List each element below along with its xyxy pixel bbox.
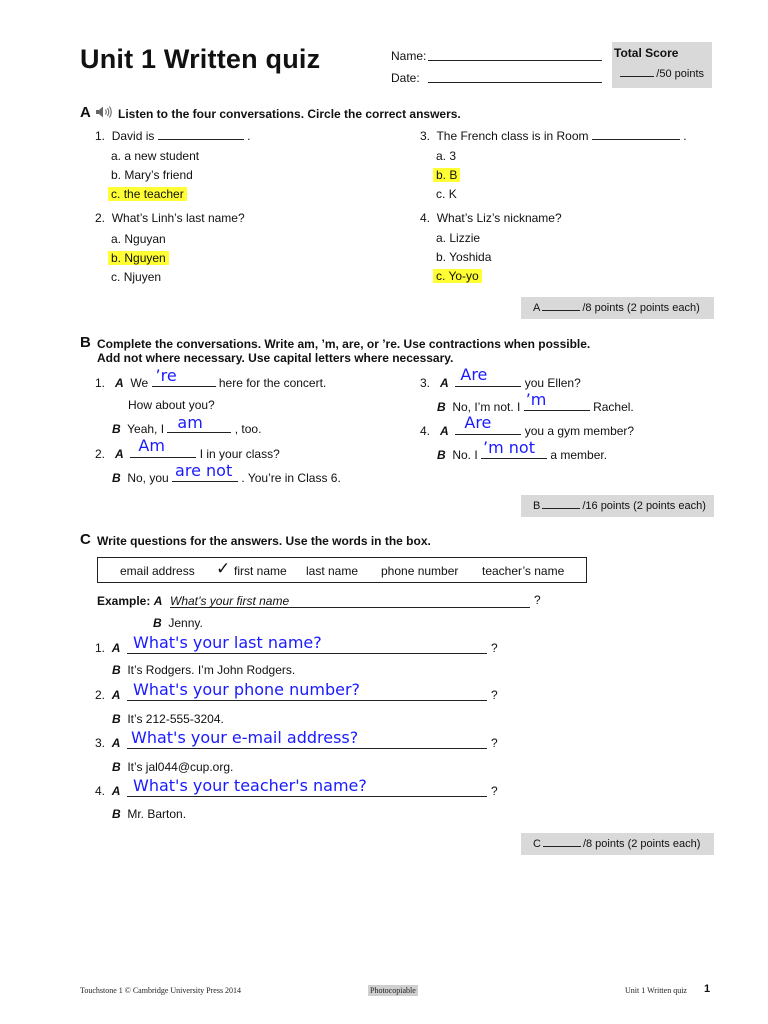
b3-line-a [420,365,581,390]
answer-blank[interactable] [130,436,196,458]
text-pre: Yeah, I [127,422,165,436]
b1-line-b [112,413,262,436]
handwritten-answer: Are [464,413,492,432]
speaker-icon[interactable] [95,105,113,124]
speaker-label: A [115,376,124,390]
handwritten-answer: ’m [525,390,547,409]
checkmark-icon: ✓ [216,559,231,578]
speaker-label: A [440,424,449,438]
c3-line-a [95,736,120,750]
example-b-text: Jenny. [168,616,203,630]
text-post: . You’re in Class 6. [241,471,341,485]
b1-line-a2: How about you? [128,398,215,412]
total-score-box [612,42,712,88]
qmark: ? [491,784,498,798]
page-title: Unit 1 Written quiz [80,44,321,74]
speaker-label: B [112,760,121,774]
text-pre: No. I [452,448,478,462]
handwritten-answer: am [177,413,203,432]
answer-blank[interactable] [481,438,547,459]
option-text: Mary’s friend [124,168,193,182]
answer-blank[interactable] [152,366,216,387]
section-b-instructions-2: Add not where necessary. Use capital letters where necessary. [97,351,454,365]
option-a2-c[interactable] [111,270,161,284]
b-text: Mr. Barton. [127,807,187,821]
example-line [97,594,162,608]
item-number: 3. [420,376,431,390]
question-end: . [247,129,251,143]
option-a4-c-selected[interactable] [436,269,482,283]
footer-copyright: Touchstone 1 © Cambridge University Press 2014 [80,986,242,995]
date-field[interactable] [428,82,602,83]
item-number: 4. [420,424,431,438]
text-post: , too. [234,422,262,436]
text-post: here for the concert. [218,376,327,390]
qmark: ? [491,736,498,750]
option-label: c. [436,187,446,201]
answer-blank[interactable] [167,413,231,433]
question-text: David is [111,129,155,143]
option-label: c. [111,270,121,284]
example-label: Example: [97,594,151,608]
text-post: a member. [550,448,608,462]
score-points-text: /8 points (2 points each) [582,302,700,314]
score-points-text: /8 points (2 points each) [582,838,701,850]
section-b-instructions-1: Complete the conversations. Write am, ’m, are, or ’re. Use contractions when possible. [97,337,591,351]
answer-blank[interactable] [172,461,238,482]
option-label: c. [436,269,446,283]
answer-line[interactable] [127,796,487,797]
b2-line-b [112,461,341,485]
speaker-label: A [111,784,121,798]
speaker-label: A [440,376,449,390]
handwritten-answer: ’re [155,366,177,385]
question-number: 4. [420,211,431,225]
text-pre: We [130,376,149,390]
item-number: 4. [95,784,106,798]
score-blank[interactable] [543,836,581,847]
c1-line-b [112,663,295,677]
qmark: ? [491,641,498,655]
text-post: you a gym member? [524,424,635,438]
option-text: Yoshida [449,250,492,264]
item-number: 2. [95,447,106,461]
page-number: 1 [704,983,711,995]
total-score-label: Total Score [614,46,679,60]
section-c-score-box [521,833,714,855]
question-number: 2. [95,211,106,225]
total-points-text: /50 points [656,68,704,80]
speaker-label: B [112,471,121,485]
answer-blank[interactable] [592,139,680,140]
item-number: 1. [95,376,106,390]
b-text: It’s Rodgers. I’m John Rodgers. [127,663,296,677]
option-text: the teacher [123,187,184,201]
option-a2-a[interactable] [111,232,166,246]
example-qmark: ? [534,593,541,607]
text-post: I in your class? [199,447,280,461]
option-text: Nguyen [124,251,166,265]
option-label: a. [111,232,122,246]
item-number: 3. [95,736,106,750]
option-a3-a[interactable] [436,149,456,163]
option-text: K [448,187,457,201]
word-email-address: email address [120,564,195,578]
example-answer: What’s your first name [170,594,530,608]
b1-line-a [95,366,327,390]
speaker-label: A [115,447,124,461]
handwritten-answer: What's your teacher's name? [133,776,367,795]
speaker-label: B [153,616,162,630]
c2-line-b [112,712,224,726]
example-b-line [153,616,203,630]
answer-line[interactable] [127,748,487,749]
option-a1-c-selected[interactable] [111,187,187,201]
score-points-text: /16 points (2 points each) [582,500,706,512]
speaker-label: B [437,400,446,414]
score-blank[interactable] [542,498,580,509]
score-blank[interactable] [542,300,580,311]
option-text: a new student [124,149,200,163]
item-number: 2. [95,688,106,702]
option-label: a. [436,231,447,245]
question-number: 3. [420,129,431,143]
b2-line-a [95,436,280,461]
word-phone-number: phone number [381,564,459,578]
qmark: ? [491,688,498,702]
section-a-letter: A [80,104,91,121]
c2-line-a [95,688,120,702]
score-prefix: B [533,500,541,512]
c4-line-a [95,784,120,798]
option-label: a. [436,149,447,163]
handwritten-answer: ’m not [483,438,535,457]
speaker-label: B [112,663,121,677]
text-pre: No, I’m not. I [452,400,521,414]
speaker-label: B [112,807,121,821]
speaker-label: B [112,712,121,726]
option-label: b. [436,168,447,182]
section-c-instructions: Write questions for the answers. Use the words in the box. [97,534,431,548]
section-a-instructions: Listen to the four conversations. Circle the correct answers. [118,107,461,121]
option-a4-b[interactable] [436,250,491,264]
answer-blank[interactable] [455,413,521,435]
section-b-letter: B [80,334,91,351]
word-teachers-name: teacher’s name [482,564,565,578]
option-label: c. [111,187,121,201]
text-post: Rachel. [593,400,634,414]
handwritten-answer: What's your last name? [133,633,322,652]
date-label: Date: [391,71,420,85]
option-text: Lizzie [449,231,481,245]
option-a2-b-selected[interactable] [111,251,169,265]
answer-blank[interactable] [524,390,590,411]
total-score-points [620,68,704,80]
question-text: What’s Liz’s nickname? [436,211,562,225]
word-box [97,557,587,583]
option-label: b. [436,250,447,264]
question-a2 [95,211,245,225]
handwritten-answer: are not [175,461,233,480]
name-field[interactable] [428,60,602,61]
speaker-label: A [111,688,121,702]
total-score-blank[interactable] [620,76,654,77]
option-text: 3 [449,149,457,163]
option-a1-a[interactable] [111,149,199,163]
item-number: 1. [95,641,106,655]
text-post: you Ellen? [524,376,581,390]
word-first-name: first name [234,564,287,578]
question-end: . [683,129,687,143]
question-a4 [420,211,562,225]
answer-line[interactable] [127,653,487,654]
c1-line-a [95,641,120,655]
option-a1-b[interactable] [111,168,193,182]
handwritten-answer: What's your e-mail address? [131,728,359,747]
c4-line-b [112,807,186,821]
word-last-name: last name [306,564,359,578]
b-text: It’s 212-555-3204. [127,712,224,726]
b4-line-b [437,438,608,462]
question-text: What’s Linh’s last name? [111,211,245,225]
text-pre: No, you [127,471,169,485]
section-a-score-box [521,297,714,319]
option-text: Yo-yo [448,269,479,283]
option-label: a. [111,149,122,163]
speaker-label: A [111,736,121,750]
question-a3 [420,129,687,143]
footer-unit: Unit 1 Written quiz [625,986,687,995]
speaker-label: B [112,422,121,436]
option-a3-c[interactable] [436,187,457,201]
b3-line-b [437,390,634,414]
handwritten-answer: Am [138,436,165,455]
c3-line-b [112,760,233,774]
option-label: b. [111,168,122,182]
option-label: b. [111,251,122,265]
name-label: Name: [391,49,427,63]
b-text: It’s jal044@cup.org. [127,760,234,774]
question-text: The French class is in Room [436,129,589,143]
handwritten-answer: Are [460,365,488,384]
option-text: B [449,168,458,182]
section-c-letter: C [80,531,91,548]
section-b-score-box [521,495,714,517]
option-a4-a[interactable] [436,231,480,245]
score-prefix: A [533,302,541,314]
speaker-label: A [153,594,163,608]
answer-blank[interactable] [455,365,521,387]
speaker-label: A [111,641,121,655]
option-a3-b-selected[interactable] [436,168,460,182]
option-text: Nguyan [124,232,166,246]
answer-blank[interactable] [158,139,244,140]
speaker-label: B [437,448,446,462]
question-a1 [95,129,250,143]
footer-photocopiable: Photocopiable [370,986,416,995]
answer-line[interactable] [127,700,487,701]
score-prefix: C [533,838,541,850]
handwritten-answer: What's your phone number? [133,680,361,699]
b4-line-a [420,413,635,438]
option-text: Njuyen [123,270,162,284]
question-number: 1. [95,129,106,143]
